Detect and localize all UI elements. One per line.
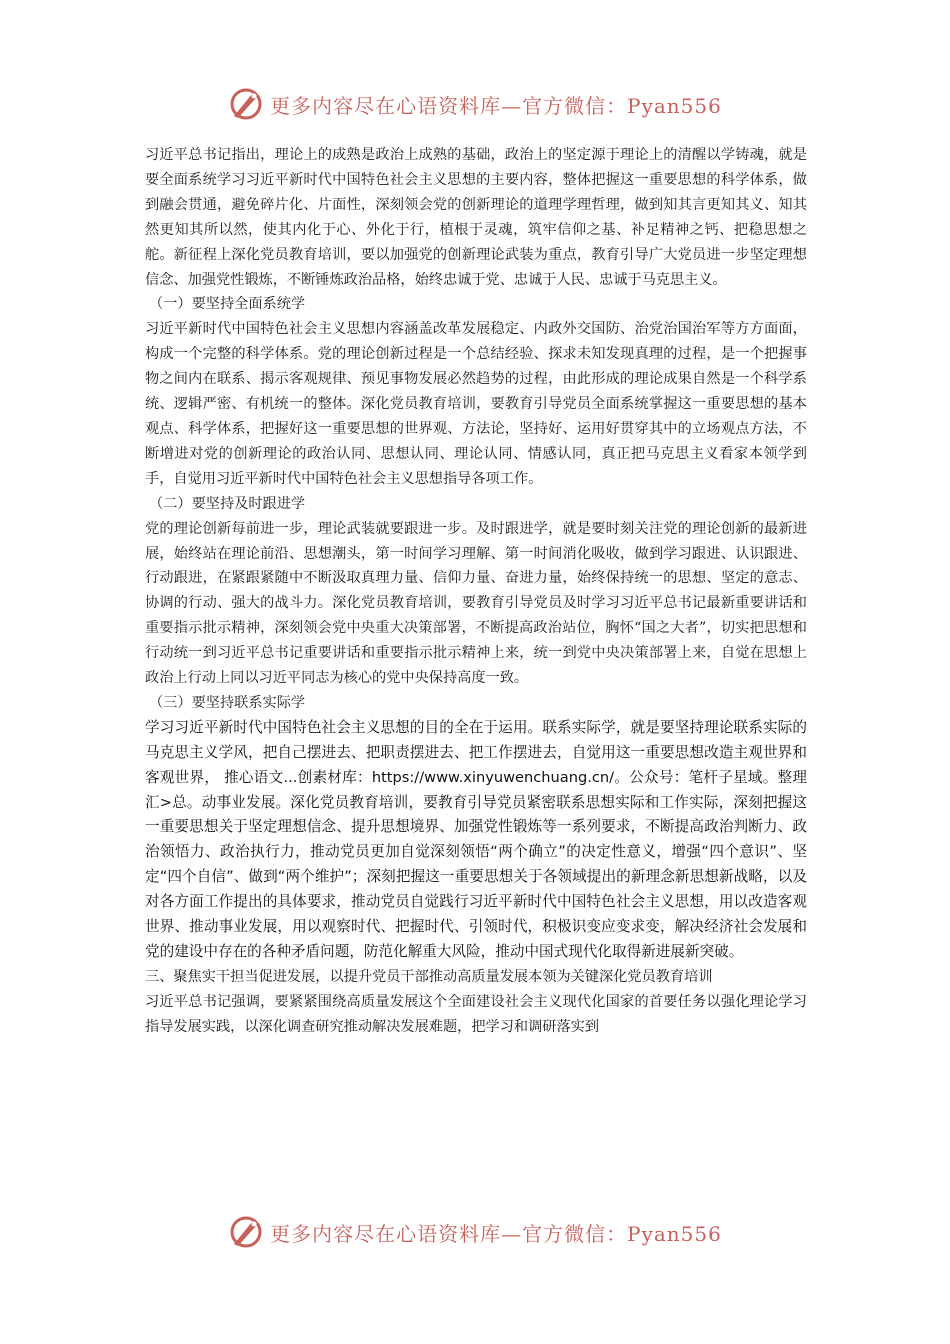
paragraph-1: 习近平总书记指出，理论上的成熟是政治上成熟的基础，政治上的坚定源于理论上的清醒以学铸魂，就是要全面系统学习习近平新时代中国特色社会主义思想的主要内容，整体把握这一重要思想的科学体系，做到融会贯通，避免碎片化、片面性，深刻领会党的创新理论的道理学理哲理，做到知其言更知其义、知其然更知其所以然，使其内化于心、外化于行，植根于灵魂，筑牢信仰之基、补足精神之钙、把稳思想之舵。新征程上深化党员教育培训，要以加强党的创新理论武装为重点，教育引导广大党员进一步坚定理想信念、加强党性锻炼，不断锤炼政治品格，始终忠诚于党、忠诚于人民、忠诚于马克思主义。 bbox=[145, 147, 807, 288]
header-banner-text: 更多内容尽在心语资料库—官方微信：Pyan556 bbox=[270, 93, 722, 118]
section-3-title: 三、聚焦实干担当促进发展，以提升党员干部推动高质量发展本领为关键深化党员教育培训 bbox=[145, 968, 713, 985]
heading-3: （三）要坚持联系实际学 bbox=[149, 694, 306, 711]
header-banner bbox=[0, 84, 950, 124]
heading-2: （二）要坚持及时跟进学 bbox=[149, 495, 306, 512]
paragraph-5: 习近平总书记强调，要紧紧围绕高质量发展这个全面建设社会主义现代化国家的首要任务以强化理论学习指导发展实践，以深化调查研究推动解决发展难题，把学习和调研落实到 bbox=[145, 993, 807, 1035]
heading-1: （一）要坚持全面系统学 bbox=[149, 296, 306, 313]
paragraph-2: 习近平新时代中国特色社会主义思想内容涵盖改革发展稳定、内政外交国防、治党治国治军等方方面面，构成一个完整的科学体系。党的理论创新过程是一个总结经验、探求未知发现真理的过程，是一个把握事物之间内在联系、揭示客观规律、预见事物发展必然趋势的过程，由此形成的理论成果自然是一个科学系统、逻辑严密、有机统一的整体。深化党员教育培训，要教育引导党员全面系统掌握这一重要思想的基本观点、科学体系，把握好这一重要思想的世界观、方法论，坚持好、运用好贯穿其中的立场观点方法，不断增进对党的创新理论的政治认同、思想认同、理论认同、情感认同，真正把马克思主义看家本领学到手，自觉用习近平新时代中国特色社会主义思想指导各项工作。 bbox=[145, 321, 807, 487]
paragraph-3: 党的理论创新每前进一步，理论武装就要跟进一步。及时跟进学，就是要时刻关注党的理论创新的最新进展，始终站在理论前沿、思想潮头，第一时间学习理解、第一时间消化吸收，做到学习跟进、认识跟进、行动跟进，在紧跟紧随中不断汲取真理力量、信仰力量、奋进力量，始终保持统一的思想、坚定的意志、协调的行动、强大的战斗力。深化党员教育培训，要教育引导党员及时学习习近平总书记最新重要讲话和重要指示批示精神，深刻领会党中央重大决策部署，不断提高政治站位，胸怀“国之大者”，切实把思想和行动统一到习近平总书记重要讲话和重要指示批示精神上来，统一到党中央决策部署上来，自觉在思想上政治上行动上同以习近平同志为核心的党中央保持高度一致。 bbox=[145, 520, 807, 687]
paragraph-4: 学习习近平新时代中国特色社会主义思想的目的全在于运用。联系实际学，就是要坚持理论联系实际的马克思主义学风，把自己摆进去、把职责摆进去、把工作摆进去，自觉用这一重要思想改造主观世界和客观世界， 推心语文...创素材库：https://www.xinyuwenchuang.cn/。公众号：笔杆子星域。整理汇>总。动事业发展。深化党员教育培训，要教育引导党员紧密联系思想实际和工作实际，深刻把握这一重要思想关于坚定理想信念、提升思想境界、加强党性锻炼等一系列要求，不断提高政治判断力、政治领悟力、政治执行力，推动党员更加自觉深刻领悟“两个确立”的决定性意义，增强“四个意识”、坚定“四个自信”、做到“两个维护”；深刻把握这一重要思想关于各领域提出的新理念新思想新战略，以及对各方面工作提出的具体要求，推动党员自觉践行习近平新时代中国特色社会主义思想，用以改造客观世界、推动事业发展，用以观察时代、把握时代、引领时代，积极识变应变求变，解决经济社会发展和党的建设中存在的各种矛盾问题，防范化解重大风险，推动中国式现代化取得新进展新突破。 bbox=[145, 718, 807, 960]
footer-banner-text: 更多内容尽在心语资料库—官方微信：Pyan556 bbox=[270, 1221, 722, 1246]
brush-logo-icon bbox=[228, 86, 264, 122]
footer-banner bbox=[0, 1212, 950, 1252]
brush-logo-icon bbox=[228, 1214, 264, 1250]
document-body bbox=[145, 143, 807, 1040]
